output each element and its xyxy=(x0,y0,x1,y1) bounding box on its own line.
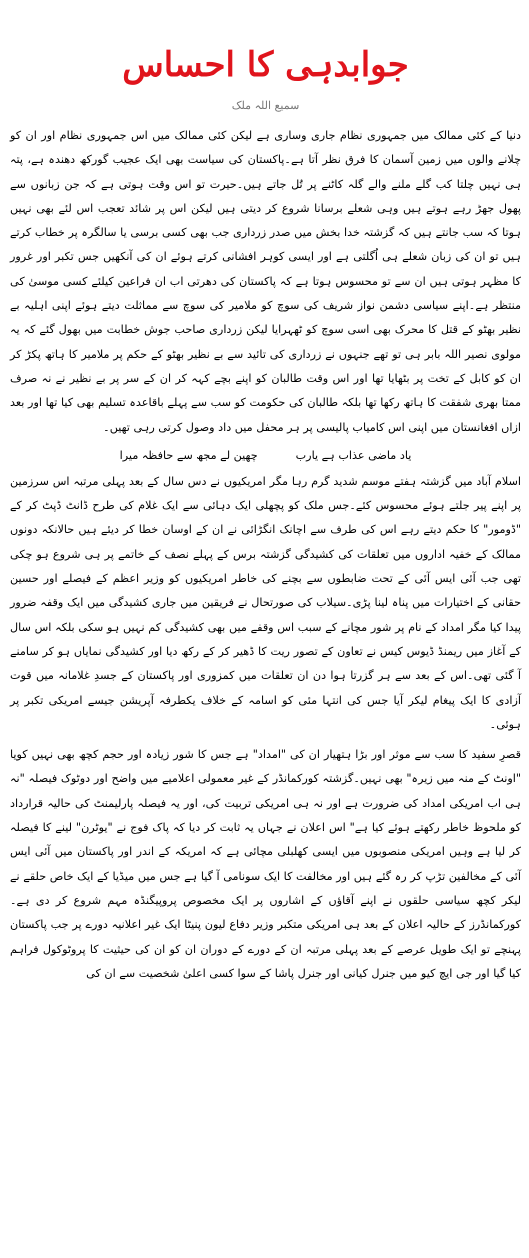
verse-line-left: چھین لے مجھ سے حافظہ میرا xyxy=(119,448,258,462)
paragraph-2: اسلام آباد میں گزشتہ ہفتے موسم شدید گرم رہا مگر امریکیوں نے دس سال کے بعد پہلی مرتبہ اس سرزمین پر اپنے پیر جلتے ہوئے محسوس کئے۔جس ملک کو پچھلی ایک دہائی سے ایک غلام کی طرح ڈانٹ ڈپٹ کر کے "ڈومور" کا حکم دیتے رہے اس کی طرف سے اچانک انگڑائی نے ان کے اوسان خطا کر دیئے ہیں حالانکہ دونوں ممالک کے خفیہ اداروں میں تعلقات کی کشیدگی گزشتہ برس کے پہلے نصف کے خاتمے پر ہی شروع ہو چکی تھی جب آئی ایس آئی کے تحت ضابطوں سے بچنے کی خاطر امریکیوں کو وزیر اعظم کے فیصلے اور حسین حقانی کے اختیارات میں پناہ لینا پڑی۔سیلاب کی صورتحال نے فریقین میں جاری کشیدگی میں ایک وقفہ ضرور پیدا کیا مگر امداد کے نام پر شور مچانے کے سبب اس وقفے میں بھی کشیدگی کم نہیں ہو سکی بلکہ اس سال کے آغاز میں ریمنڈ ڈیوس کیس نے تعاون کے تصور ریت کا ڈھیر کر کے رکھ دیا اور کشیدگی نمایاں ہو کر سامنے آ گئی تھی۔اس کے بعد سے ہر گزرتا ہوا دن ان تعلقات میں کمزوری اور پاکستان کے جسدِ غلامانہ میں قوت آزادی کا ایک پیغام لیکر آیا جس کی انتہا مئی کو اسامہ کے خلاف یکطرفہ آپریشن جیسے امریکی تکبر پر ہوئی۔ xyxy=(10,474,521,731)
paragraph-3: قصرِ سفید کا سب سے موثر اور بڑا ہتھیار ان کی "امداد" ہے جس کا شور زیادہ اور حجم کچھ بھی نہیں کویا "اونٹ کے منہ میں زیرہ" بھی نہیں۔گزشتہ کورکمانڈر کے غیر معمولی اعلامیے میں واضح اور دوٹوک فیصلہ "نہ ہی اب امریکی امداد کی ضرورت ہے اور نہ ہی امریکی تربیت کی، اور یہ فیصلہ پارلیمنٹ کی حالیہ قرارداد کو ملحوظ خاطر رکھتے ہوئے کیا ہے" اس اعلان نے جہاں یہ ثابت کر دیا کہ پاک فوج نے "یوٹرن" لینے کا فیصلہ کر لیا ہے وہیں امریکی منصوبوں میں ایسی کھلبلی مچائی ہے کہ امریکہ کے اندر اور پاکستان میں آئی ایس آئی کے مخالفین تڑپ کر رہ گئے ہیں اور مخالفت کا ایک سونامی آ گیا ہے جس میں میڈیا کے ایک خاص حلقے نے لیکر کچھ سیاسی حلقوں نے اپنے آقاؤں کے اشاروں پر ایک مخصوص پروپیگنڈہ مہم شروع کر دی ہے۔کورکمانڈرز کے حالیہ اعلان کے بعد ہی امریکی متکبر وزیر دفاع لیون پنیٹا ایک غیر اعلانیہ دورے پر جب پاکستان پہنچے تو ایک طویل عرصے کے بعد پہلی مرتبہ ان کے دورے کے دوران ان کو ان کی حیثیت کا پروٹوکول فراہم کیا گیا اور جی ایچ کیو میں جنرل کیانی اور جنرل پاشا کے سوا کسی اعلیٰ شخصیت سے ان کی xyxy=(10,748,521,980)
article-title: جوابدہی کا احساس xyxy=(122,45,409,85)
paragraph-1: دنیا کے کئی ممالک میں جمہوری نظام جاری وساری ہے لیکن کئی ممالک میں اس جمہوری نظام اور ان کو چلانے والوں میں زمین آسمان کا فرق نظر آتا ہے۔پاکستان کی سیاست بھی ایک عجیب گورکھ دھندہ ہے، پتہ ہی نہیں چلتا کب گلے ملنے والے گلہ کاٹنے پر تُل جاتے ہیں۔حیرت تو اس وقت ہوتی ہے کہ جن زبانوں سے پھول جھڑ رہے ہوتے ہیں وہی شعلے برسانا شروع کر دیتی ہیں لیکن اس پر شائد تعجب اس لئے بھی نہیں ہوتا کہ سب جانتے ہیں کہ گزشتہ خدا بخش میں صدر زرداری جب بھی کسی برسی یا سالگرہ پر خطاب کرتے ہیں تو ان کی زبان شعلے ہی اُگلتی ہے اور ایسی کوہر افشانی کرتے ہوئے ان کی آنکھیں جس تکبر اور غرور کا مظہر ہوتی ہیں ان سے تو محسوس ہوتا ہے کہ پاکستان کی دھرتی اب ان فراعین کیلئے کسی موسیٰ کی منتظر ہے۔اپنے سیاسی دشمن نواز شریف کی سوچ کو ملامیر کی سوچ سے مماثلت دیتے ہوئے اپنی اہلیہ بے نظیر بھٹو کے قتل کا محرک بھی اسی سوچ کو ٹھہرایا لیکن زرداری صاحب جوش خطابت میں بھول گئے کہ یہ مولوی نصیر اللہ بابر ہی تو تھے جنہوں نے زرداری کی تائید سے بے نظیر بھٹو کے حکم پر ملامیر کا ہاتھ پکڑ کر ان کو کابل کے تخت پر بٹھایا تھا اور اس وقت طالبان کو اپنے بچے کہہ کر ان کے سر پر بے نظیر نے نہ صرف ممتا بھری شفقت کا ہاتھ رکھا تھا بلکہ طالبان کی حکومت کو سب سے پہلے باقاعدہ تسلیم بھی کیا تھا اور بعد ازاں افغانستان میں اپنی اس کامیاب پالیسی پر ہر محفل میں داد وصول کرتی رہی تھیں۔ xyxy=(10,129,521,434)
verse-couplet xyxy=(10,444,521,468)
author-byline: سمیع اللہ ملک xyxy=(231,99,300,112)
verse-line-right: یاد ماضی عذاب ہے یارب xyxy=(295,448,412,462)
